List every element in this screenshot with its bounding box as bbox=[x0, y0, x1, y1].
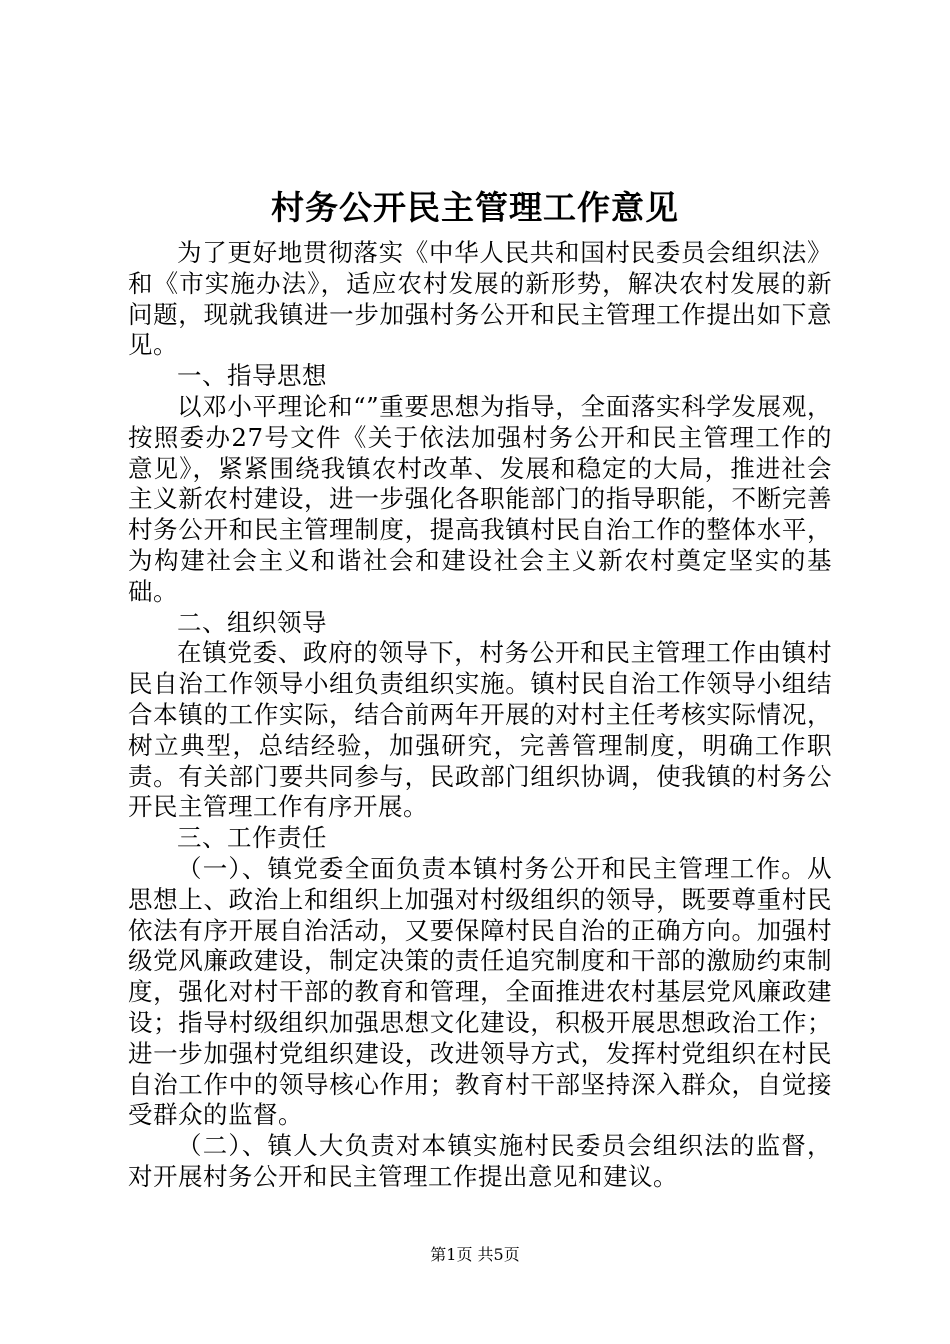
responsibility-item-1: （一）、镇党委全面负责本镇村务公开和民主管理工作。从思想上、政治上和组织上加强对村级组织的领导，既要尊重村民依法有序开展自治活动，又要保障村民自治的正确方向。加强村级党风廉政建设，制定决策的责任追究制度和干部的激励约束制度，强化对村干部的教育和管理，全面推进农村基层党风廉政建设；指导村级组织加强思想文化建设，积极开展思想政治工作；进一步加强村党组织建设，改进领导方式，发挥村党组织在村民自治工作中的领导核心作用；教育村干部坚持深入群众，自觉接受群众的监督。 bbox=[128, 853, 832, 1130]
section-heading-guiding-ideology: 一、指导思想 bbox=[177, 361, 327, 391]
intro-paragraph: 为了更好地贯彻落实《中华人民共和国村民委员会组织法》和《市实施办法》，适应农村发展的新形势，解决农村发展的新问题，现就我镇进一步加强村务公开和民主管理工作提出如下意见。 bbox=[128, 238, 832, 360]
section-heading-responsibilities: 三、工作责任 bbox=[177, 823, 327, 853]
document-title: 村务公开民主管理工作意见 bbox=[271, 188, 679, 227]
section-heading-organization: 二、组织领导 bbox=[177, 607, 327, 637]
page-number-footer: 第1页 共5页 bbox=[430, 1245, 520, 1264]
organization-paragraph: 在镇党委、政府的领导下，村务公开和民主管理工作由镇村民自治工作领导小组负责组织实施。镇村民自治工作领导小组结合本镇的工作实际，结合前两年开展的对村主任考核实际情况，树立典型，总结经验，加强研究，完善管理制度，明确工作职责。有关部门要共同参与，民政部门组织协调，使我镇的村务公开民主管理工作有序开展。 bbox=[128, 638, 832, 822]
guiding-ideology-paragraph: 以邓小平理论和“”重要思想为指导，全面落实科学发展观，按照委办27号文件《关于依法加强村务公开和民主管理工作的意见》，紧紧围绕我镇农村改革、发展和稳定的大局，推进社会主义新农村建设，进一步强化各职能部门的指导职能，不断完善村务公开和民主管理制度，提高我镇村民自治工作的整体水平，为构建社会主义和谐社会和建设社会主义新农村奠定坚实的基础。 bbox=[128, 391, 832, 606]
document-body bbox=[128, 238, 832, 1193]
responsibility-item-2: （二）、镇人大负责对本镇实施村民委员会组织法的监督，对开展村务公开和民主管理工作提出意见和建议。 bbox=[128, 1131, 832, 1191]
